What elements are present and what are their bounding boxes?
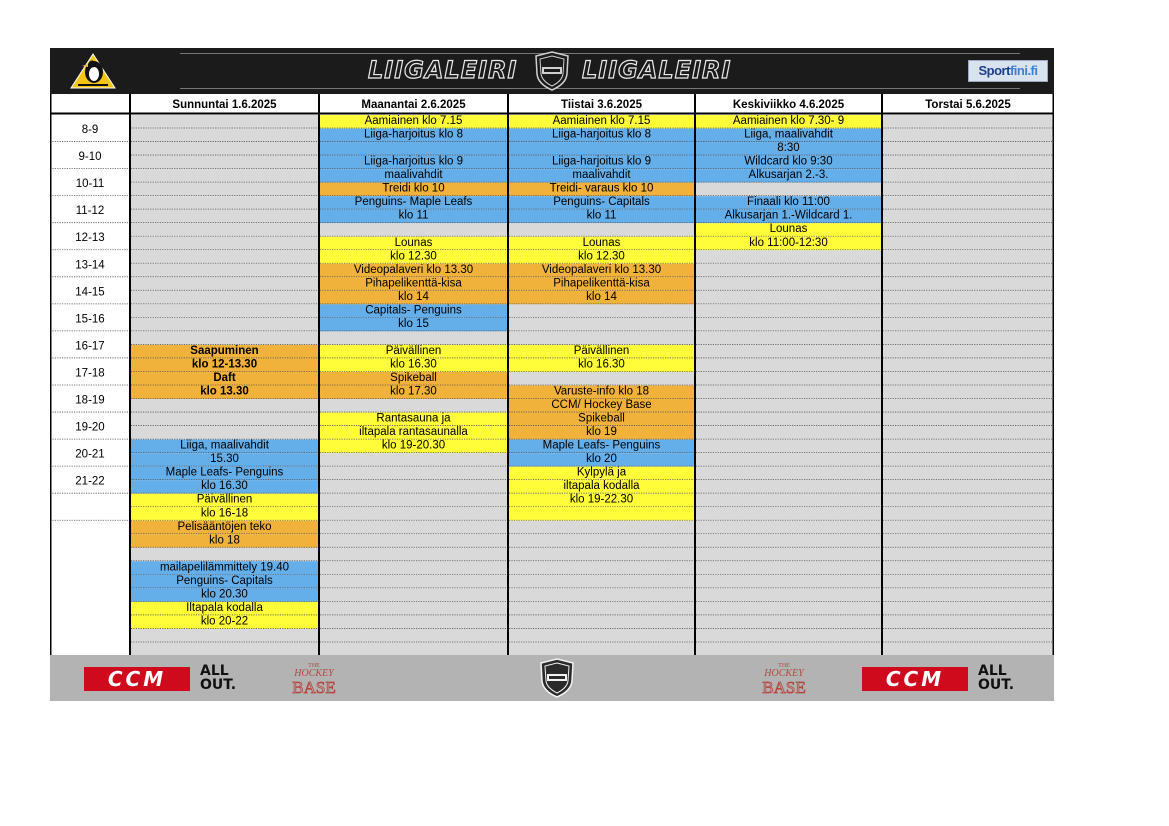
schedule-cell xyxy=(883,331,1053,345)
hockey-base-left-base: BASE xyxy=(292,678,336,697)
schedule-entry: klo 16.30 xyxy=(390,358,437,371)
schedule-cell xyxy=(883,521,1053,535)
schedule-cell xyxy=(509,318,694,332)
schedule-cell xyxy=(696,183,881,197)
schedule-cell xyxy=(320,507,507,521)
schedule-entry: klo 16.30 xyxy=(201,480,248,493)
schedule-cell xyxy=(320,548,507,562)
schedule-entry: Liiga, maalivahdit xyxy=(744,128,833,141)
schedule-cell xyxy=(883,142,1053,156)
schedule-cell xyxy=(883,210,1053,224)
schedule-entry: maalivahdit xyxy=(384,169,443,182)
schedule-cell xyxy=(131,277,318,291)
schedule-cell xyxy=(696,264,881,278)
schedule-cell xyxy=(509,304,694,318)
schedule-cell xyxy=(131,304,318,318)
schedule-cell xyxy=(883,358,1053,372)
schedule-cell xyxy=(696,304,881,318)
schedule-cell xyxy=(131,399,318,413)
schedule-cell xyxy=(320,629,507,643)
schedule-cell xyxy=(883,561,1053,575)
banner-rule-top xyxy=(180,53,1020,54)
schedule-entry: Aamiainen klo 7.15 xyxy=(552,115,651,128)
schedule-cell xyxy=(320,331,507,345)
day-header-5: Torstai 5.6.2025 xyxy=(925,99,1011,111)
schedule-cell xyxy=(131,318,318,332)
schedule-entry: 15.30 xyxy=(210,453,239,466)
hour-label: 12-13 xyxy=(75,232,105,245)
schedule-cell xyxy=(131,129,318,143)
schedule-cell xyxy=(131,183,318,197)
schedule-cell xyxy=(883,602,1053,616)
liigaleiri-wordmark-right: LIIGALEIRI xyxy=(582,56,732,84)
all-out-left-line1: ALL xyxy=(200,663,229,679)
schedule-cell xyxy=(131,237,318,251)
schedule-cell xyxy=(131,250,318,264)
hour-label: 21-22 xyxy=(75,475,105,488)
schedule-cell xyxy=(696,575,881,589)
schedule-cell xyxy=(131,642,318,656)
schedule-cell xyxy=(883,534,1053,548)
schedule-cell xyxy=(883,183,1053,197)
schedule-cell xyxy=(320,494,507,508)
schedule-cell xyxy=(696,345,881,359)
day-header-3: Tiistai 3.6.2025 xyxy=(561,99,642,111)
schedule-cell xyxy=(696,440,881,454)
schedule-cell xyxy=(131,142,318,156)
hour-label: 20-21 xyxy=(75,448,105,461)
schedule-entry: klo 20-22 xyxy=(200,615,249,628)
schedule-entry: 8:30 xyxy=(777,142,800,155)
all-out-logo-left xyxy=(200,664,244,692)
schedule-cell xyxy=(320,223,507,237)
schedule-entry: klo 16.30 xyxy=(578,358,625,371)
schedule-cell xyxy=(883,318,1053,332)
schedule-cell xyxy=(696,426,881,440)
schedule-cell xyxy=(883,440,1053,454)
schedule-cell xyxy=(883,494,1053,508)
schedule-entry: klo 14 xyxy=(398,290,429,303)
schedule-cell xyxy=(131,156,318,170)
schedule-entry: klo 12.30 xyxy=(390,250,437,263)
schedule-cell xyxy=(696,602,881,616)
schedule-entry: Rantasauna ja xyxy=(376,412,451,425)
schedule-cell xyxy=(509,629,694,643)
schedule-entry: iltapala kodalla xyxy=(563,480,640,493)
hockey-base-right-the: THE xyxy=(778,663,790,669)
schedule-cell xyxy=(883,277,1053,291)
hour-label: 13-14 xyxy=(75,259,105,272)
schedule-entry: Pihapelikenttä-kisa xyxy=(553,277,650,290)
schedule-cell xyxy=(131,169,318,183)
hockey-base-logo-right xyxy=(756,657,812,699)
schedule-cell xyxy=(320,534,507,548)
schedule-entry: klo 11 xyxy=(586,209,617,222)
schedule-cell xyxy=(883,413,1053,427)
schedule-entry: Maple Leafs- Penguins xyxy=(165,466,284,479)
schedule-cell xyxy=(883,264,1053,278)
schedule-cell xyxy=(883,156,1053,170)
schedule-cell xyxy=(509,642,694,656)
schedule-entry: Päivällinen xyxy=(573,344,630,357)
schedule-entry: Alkusarjan 2.-3. xyxy=(748,169,829,182)
schedule-cell xyxy=(509,615,694,629)
schedule-cell xyxy=(696,561,881,575)
schedule-cell xyxy=(320,142,507,156)
schedule-entry: Maple Leafs- Penguins xyxy=(542,439,661,452)
schedule-entry: klo 20 xyxy=(586,453,617,466)
penguins-logo-icon xyxy=(68,52,118,90)
schedule-cell xyxy=(883,223,1053,237)
sportfini-logo xyxy=(968,60,1048,82)
schedule-cell xyxy=(509,575,694,589)
all-out-right-line1: ALL xyxy=(978,663,1007,679)
hockey-base-logo-left xyxy=(286,657,342,699)
schedule-entry: Penguins- Maple Leafs xyxy=(354,196,473,209)
schedule-entry: Spikeball xyxy=(390,372,437,384)
schedule-cell xyxy=(883,548,1053,562)
schedule-entry: Finaali klo 11:00 xyxy=(747,196,830,209)
hockey-base-right-hockey: HOCKEY xyxy=(764,668,804,679)
schedule-cell xyxy=(883,129,1053,143)
schedule-cell xyxy=(883,642,1053,656)
banner-rule-bottom xyxy=(180,88,1020,89)
schedule-cell xyxy=(883,575,1053,589)
hour-label: 19-20 xyxy=(75,421,105,434)
schedule-entry: Pihapelikenttä-kisa xyxy=(365,277,462,290)
schedule-cell xyxy=(696,494,881,508)
schedule-cell xyxy=(696,480,881,494)
schedule-cell xyxy=(131,413,318,427)
schedule-cell xyxy=(509,521,694,535)
schedule-entry: Lounas xyxy=(394,236,433,249)
day-header-4: Keskiviikko 4.6.2025 xyxy=(732,99,845,111)
schedule-cell xyxy=(509,588,694,602)
schedule-entry: Liiga-harjoitus klo 9 xyxy=(551,155,652,168)
header-banner xyxy=(50,48,1054,94)
schedule-entry: Treidi- varaus klo 10 xyxy=(549,182,654,195)
schedule-cell xyxy=(883,196,1053,210)
schedule-cell xyxy=(320,561,507,575)
schedule-entry: Videopalaveri klo 13.30 xyxy=(541,263,662,276)
all-out-left-line2: OUT. xyxy=(200,677,237,693)
schedule-cell xyxy=(883,386,1053,400)
schedule-entry: klo 12.30 xyxy=(578,250,625,263)
schedule-entry: klo 11:00-12:30 xyxy=(749,236,828,249)
schedule-entry: Liiga-harjoitus klo 8 xyxy=(363,128,464,141)
hockey-base-right-base: BASE xyxy=(762,678,806,697)
schedule-cell xyxy=(883,169,1053,183)
hour-label: 15-16 xyxy=(75,313,105,326)
schedule-cell xyxy=(696,615,881,629)
schedule-cell xyxy=(131,264,318,278)
nhl-shield-footer-icon xyxy=(536,657,578,699)
schedule-cell xyxy=(131,223,318,237)
schedule-entry: Aamiainen klo 7.30- 9 xyxy=(732,115,845,128)
schedule-cell xyxy=(509,534,694,548)
schedule-cell xyxy=(320,453,507,467)
schedule-entry: Aamiainen klo 7.15 xyxy=(364,115,463,128)
schedule-entry: Lounas xyxy=(582,236,621,249)
schedule-grid xyxy=(50,94,1054,656)
schedule-cell xyxy=(696,358,881,372)
schedule-cell xyxy=(696,413,881,427)
schedule-cell xyxy=(696,372,881,386)
schedule-sheet xyxy=(50,48,1054,701)
hour-label: 10-11 xyxy=(75,178,105,191)
schedule-cell xyxy=(696,507,881,521)
schedule-entry: klo 11 xyxy=(398,209,429,222)
schedule-cell xyxy=(883,304,1053,318)
schedule-entry: Penguins- Capitals xyxy=(553,196,650,209)
schedule-cell xyxy=(320,480,507,494)
schedule-cell xyxy=(883,629,1053,643)
schedule-cell xyxy=(696,291,881,305)
schedule-entry: CCM/ Hockey Base xyxy=(551,399,652,412)
schedule-cell xyxy=(131,548,318,562)
schedule-entry: Pelisääntöjen teko xyxy=(177,520,272,533)
schedule-cell xyxy=(883,291,1053,305)
nhl-shield-icon xyxy=(532,50,572,92)
schedule-cell xyxy=(509,331,694,345)
schedule-entry: Capitals- Penguins xyxy=(365,304,462,317)
schedule-entry: Päivällinen xyxy=(385,344,442,357)
schedule-entry: klo 19-22.30 xyxy=(569,493,634,506)
schedule-entry: Alkusarjan 1.-Wildcard 1. xyxy=(724,209,853,222)
schedule-cell xyxy=(131,291,318,305)
schedule-entry: iltapala rantasaunalla xyxy=(359,426,468,439)
schedule-cell xyxy=(696,588,881,602)
schedule-entry: klo 19 xyxy=(586,426,617,439)
all-out-right-line2: OUT. xyxy=(978,677,1015,693)
schedule-entry: Päivällinen xyxy=(196,493,253,506)
schedule-entry: klo 16-18 xyxy=(200,507,249,520)
schedule-cell xyxy=(696,629,881,643)
schedule-cell xyxy=(320,399,507,413)
schedule-cell xyxy=(509,602,694,616)
schedule-cell xyxy=(883,426,1053,440)
liigaleiri-wordmark-left: LIIGALEIRI xyxy=(368,56,518,84)
schedule-cell xyxy=(509,372,694,386)
schedule-entry: Penguins- Capitals xyxy=(176,574,273,587)
schedule-entry: Lounas xyxy=(769,223,808,236)
schedule-entry: klo 15 xyxy=(398,317,429,330)
hour-label: 11-12 xyxy=(75,205,105,218)
schedule-cell xyxy=(883,237,1053,251)
schedule-entry: Spikeball xyxy=(578,412,625,425)
schedule-cell xyxy=(320,615,507,629)
schedule-cell xyxy=(131,196,318,210)
schedule-entry: klo 17.30 xyxy=(390,385,437,398)
schedule-cell xyxy=(131,629,318,643)
schedule-cell xyxy=(320,467,507,481)
hour-label: 16-17 xyxy=(75,340,105,353)
day-header-2: Maanantai 2.6.2025 xyxy=(361,99,466,111)
schedule-cell xyxy=(509,223,694,237)
schedule-cell xyxy=(883,115,1053,129)
hour-label: 9-10 xyxy=(78,151,102,164)
schedule-cell xyxy=(696,277,881,291)
schedule-entry: klo 13.30 xyxy=(200,385,249,398)
hour-label: 8-9 xyxy=(81,124,99,137)
schedule-cell xyxy=(696,453,881,467)
schedule-entry: klo 18 xyxy=(209,534,240,547)
schedule-entry: klo 20.30 xyxy=(201,588,248,601)
schedule-cell xyxy=(320,642,507,656)
schedule-cell xyxy=(696,548,881,562)
schedule-cell xyxy=(883,480,1053,494)
schedule-entry: Liiga-harjoitus klo 8 xyxy=(551,128,652,141)
schedule-cell xyxy=(131,426,318,440)
schedule-cell xyxy=(131,115,318,129)
schedule-cell xyxy=(883,615,1053,629)
schedule-entry: Varuste-info klo 18 xyxy=(553,385,650,398)
schedule-entry: Saapuminen xyxy=(190,344,259,357)
schedule-cell xyxy=(696,534,881,548)
schedule-cell xyxy=(131,210,318,224)
schedule-cell xyxy=(696,250,881,264)
schedule-cell xyxy=(883,453,1053,467)
sportfini-logo-part2: fini.fi xyxy=(1009,63,1038,78)
schedule-cell xyxy=(696,642,881,656)
schedule-cell xyxy=(883,372,1053,386)
schedule-entry: klo 14 xyxy=(586,290,617,303)
schedule-entry: Videopalaveri klo 13.30 xyxy=(353,263,474,276)
schedule-cell xyxy=(509,507,694,521)
schedule-cell xyxy=(320,602,507,616)
schedule-cell xyxy=(883,467,1053,481)
schedule-entry: Liiga, maalivahdit xyxy=(180,439,269,452)
schedule-cell xyxy=(696,467,881,481)
schedule-cell xyxy=(320,521,507,535)
schedule-entry: maalivahdit xyxy=(572,169,631,182)
schedule-cell xyxy=(696,386,881,400)
schedule-entry: klo 12-13.30 xyxy=(191,358,258,371)
schedule-cell xyxy=(883,250,1053,264)
schedule-cell xyxy=(320,575,507,589)
schedule-cell xyxy=(696,318,881,332)
hour-label: 17-18 xyxy=(75,367,105,380)
hockey-base-left-the: THE xyxy=(308,663,320,669)
hour-label: 18-19 xyxy=(75,394,105,407)
schedule-entry: Wildcard klo 9:30 xyxy=(744,155,833,168)
hockey-base-left-hockey: HOCKEY xyxy=(294,668,334,679)
sportfini-logo-part1: Sport xyxy=(978,63,1010,78)
all-out-logo-right xyxy=(978,664,1022,692)
schedule-entry: klo 19-20.30 xyxy=(381,439,446,452)
schedule-entry: Treidi klo 10 xyxy=(382,182,445,195)
schedule-cell xyxy=(883,399,1053,413)
day-header-1: Sunnuntai 1.6.2025 xyxy=(172,99,277,111)
ccm-logo-right: CCM xyxy=(862,667,968,691)
schedule-cell xyxy=(696,331,881,345)
schedule-cell xyxy=(696,521,881,535)
schedule-entry: Liiga-harjoitus klo 9 xyxy=(363,155,464,168)
schedule-cell xyxy=(883,345,1053,359)
schedule-entry: Kylpylä ja xyxy=(576,466,627,479)
schedule-cell xyxy=(509,561,694,575)
schedule-entry: Daft xyxy=(213,372,236,384)
schedule-entry: Iltapala kodalla xyxy=(186,601,263,614)
schedule-cell xyxy=(509,142,694,156)
ccm-logo-left: CCM xyxy=(84,667,190,691)
schedule-cell xyxy=(883,507,1053,521)
schedule-cell xyxy=(131,331,318,345)
schedule-cell xyxy=(883,588,1053,602)
schedule-cell xyxy=(696,399,881,413)
hour-label: 14-15 xyxy=(75,286,105,299)
sponsor-footer xyxy=(50,655,1054,701)
schedule-cell xyxy=(320,588,507,602)
schedule-entry: mailapelilämmittely 19.40 xyxy=(159,561,290,574)
schedule-cell xyxy=(509,548,694,562)
